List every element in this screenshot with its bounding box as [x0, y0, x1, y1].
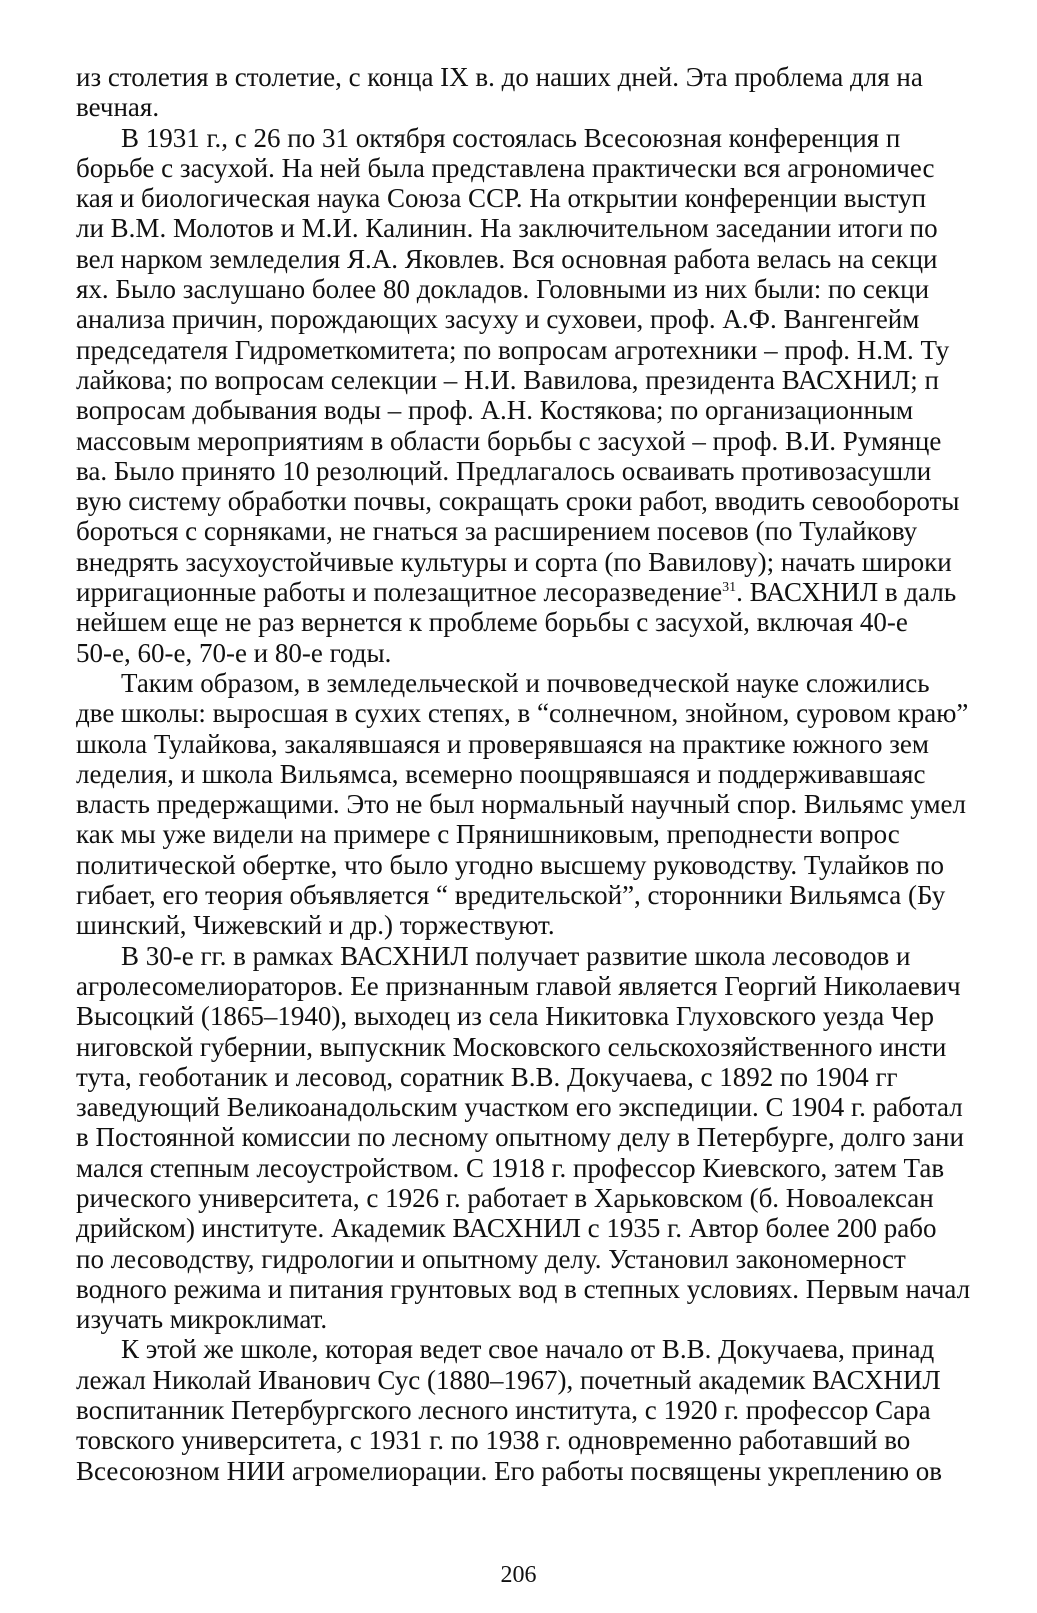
text-line: дрийском) институте. Академик ВАСХНИЛ с 1935 г. Автор более 200 рабо: [76, 1213, 937, 1244]
text-line: нейшем еще не раз вернется к проблеме борьбы с засухой, включая 40-е: [76, 607, 908, 638]
text-fragment: ирригационные работы и полезащитное лесоразведение: [76, 577, 723, 608]
text-line: шинский, Чижевский и др.) торжествуют.: [76, 910, 555, 941]
paragraph-4: [76, 941, 1037, 1335]
paragraph-2: [76, 123, 1037, 668]
text-fragment: . ВАСХНИЛ в даль: [736, 577, 957, 608]
text-line: внедрять засухоустойчивые культуры и сорта (по Вавилову); начать широки: [76, 546, 952, 577]
text-line: вопросам добывания воды – проф. А.Н. Костякова; по организационным: [76, 395, 914, 426]
text-line: по лесоводству, гидрологии и опытному делу. Установил закономерност: [76, 1243, 906, 1274]
page-body-text: [76, 62, 1037, 1486]
text-line: как мы уже видели на примере с Прянишниковым, преподнести вопрос: [76, 819, 900, 850]
text-line: Всесоюзном НИИ агромелиорации. Его работы посвящены укреплению ов: [76, 1455, 942, 1486]
text-line: тута, геоботаник и лесовод, соратник В.В. Докучаева, с 1892 по 1904 гг: [76, 1061, 898, 1092]
text-line: гибает, его теория объявляется “ вредительской”, сторонники Вильямса (Бу: [76, 880, 946, 911]
page-number: 206: [500, 1562, 537, 1588]
text-line: рического университета, с 1926 г. работает в Харьковском (б. Новоалексан: [76, 1182, 934, 1213]
text-line: Высоцкий (1865–1940), выходец из села Никитовка Глуховского уезда Чер: [76, 1001, 934, 1032]
paragraph-5: [76, 1334, 1037, 1485]
text-line: изучать микроклимат.: [76, 1304, 328, 1335]
text-line: председателя Гидрометкомитета; по вопросам агротехники – проф. Н.М. Ту: [76, 334, 950, 365]
text-line: заведующий Великоанадольским участком его экспедиции. С 1904 г. работал: [76, 1092, 963, 1123]
text-line: ва. Было принято 10 резолюций. Предлагалось осваивать противозасушли: [76, 455, 932, 486]
text-line: анализа причин, порождающих засуху и суховеи, проф. А.Ф. Вангенгейм: [76, 304, 920, 335]
text-line: массовым мероприятиям в области борьбы с засухой – проф. В.И. Румянце: [76, 425, 942, 456]
text-line: ли В.М. Молотов и М.И. Калинин. На заключительном заседании итоги по: [76, 213, 938, 244]
text-line: ниговской губернии, выпускник Московского сельскохозяйственного инсти: [76, 1031, 947, 1062]
text-line: власть предержащими. Это не был нормальный научный спор. Вильямс умел: [76, 789, 966, 820]
text-line: ях. Было заслушано более 80 докладов. Головными из них были: по секци: [76, 274, 930, 305]
text-line: бороться с сорняками, не гнаться за расширением посевов (по Тулайкову: [76, 516, 918, 547]
text-line: вую систему обработки почвы, сокращать сроки работ, вводить севообороты: [76, 486, 960, 517]
text-line: лежал Николай Иванович Сус (1880–1967), почетный академик ВАСХНИЛ: [76, 1364, 941, 1395]
text-line: К этой же школе, которая ведет свое начало от В.В. Докучаева, принад: [121, 1334, 935, 1365]
text-line: агролесомелиораторов. Ее признанным главой является Георгий Николаевич: [76, 970, 961, 1001]
paragraph-1: [76, 62, 1037, 123]
text-line: В 1931 г., с 26 по 31 октября состоялась Всесоюзная конференция п: [121, 122, 901, 153]
text-line: кая и биологическая наука Союза ССР. На открытии конференции выступ: [76, 183, 927, 214]
text-line-with-footnote: [76, 577, 1037, 607]
text-line: борьбе с засухой. На ней была представлена практически вся агрономичес: [76, 152, 935, 183]
text-line: политической обертке, что было угодно высшему руководству. Тулайков по: [76, 849, 944, 880]
text-line: мался степным лесоустройством. С 1918 г. профессор Киевского, затем Тав: [76, 1152, 945, 1183]
text-line: В 30-е гг. в рамках ВАСХНИЛ получает развитие школа лесоводов и: [121, 940, 911, 971]
text-line: водного режима и питания грунтовых вод в степных условиях. Первым начал: [76, 1273, 971, 1304]
text-line: Таким образом, в земледельческой и почвоведческой науке сложились: [121, 667, 930, 698]
text-line: леделия, и школа Вильямса, всемерно поощрявшаяся и поддерживавшаяс: [76, 758, 926, 789]
text-line: вел нарком земледелия Я.А. Яковлев. Вся основная работа велась на секци: [76, 243, 938, 274]
text-line: 50-е, 60-е, 70-е и 80-е годы.: [76, 637, 392, 668]
text-line: две школы: выросшая в сухих степях, в “солнечном, знойном, суровом краю”: [76, 698, 969, 729]
text-line: в Постоянной комиссии по лесному опытному делу в Петербурге, долго зани: [76, 1122, 964, 1153]
paragraph-3: [76, 668, 1037, 941]
text-line: воспитанник Петербургского лесного института, с 1920 г. профессор Сара: [76, 1395, 931, 1426]
text-line: лайкова; по вопросам селекции – Н.И. Вавилова, президента ВАСХНИЛ; п: [76, 364, 939, 395]
text-line: товского университета, с 1931 г. по 1938 г. одновременно работавший во: [76, 1425, 911, 1456]
text-line: вечная.: [76, 92, 160, 123]
text-line: из столетия в столетие, с конца IX в. до наших дней. Эта проблема для на: [76, 62, 923, 92]
footnote-reference[interactable]: 31: [722, 580, 737, 596]
text-line: школа Тулайкова, закалявшаяся и проверявшаяся на практике южного зем: [76, 728, 929, 759]
